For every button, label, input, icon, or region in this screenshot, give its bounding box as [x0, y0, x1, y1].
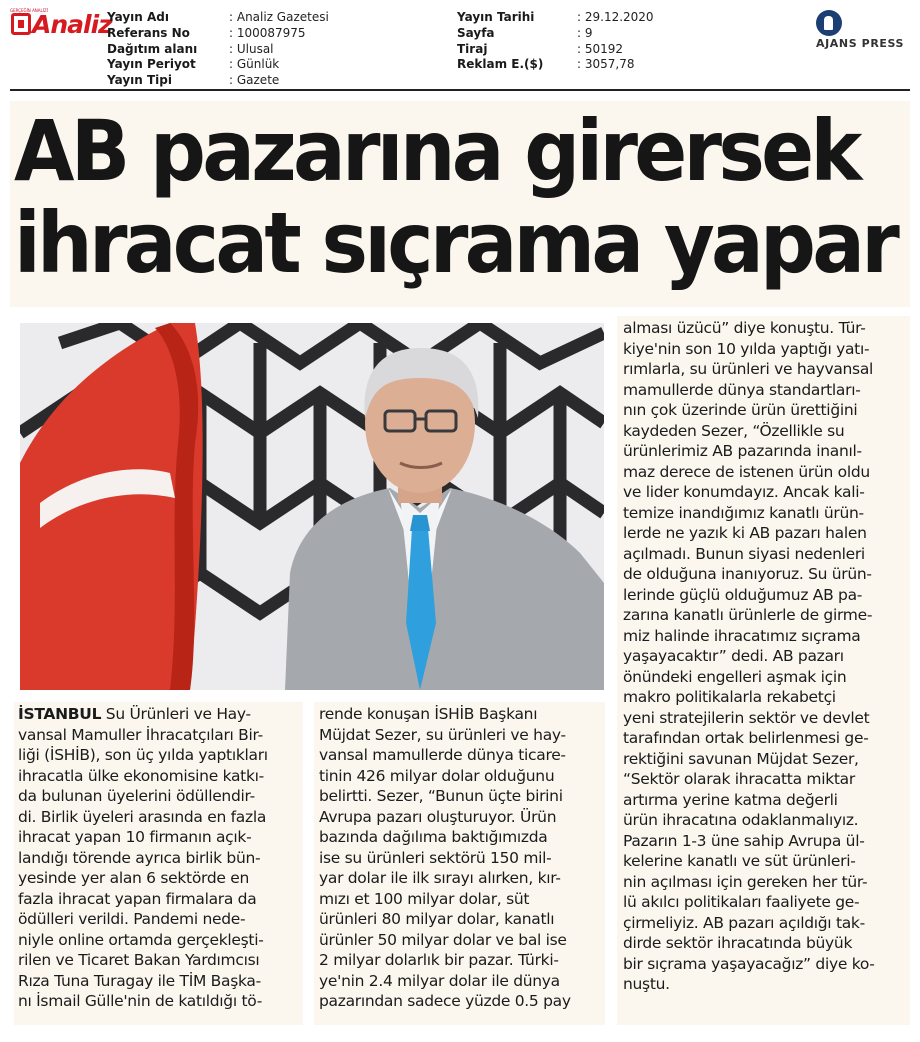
dateline: İSTANBUL	[18, 705, 102, 723]
article-photo	[20, 323, 604, 690]
article-line: yaşayacaktır” dedi. AB pazarı	[623, 647, 844, 665]
article-line: da bulunan üyelerini ödüllendir-	[18, 787, 255, 805]
article-line: mızı et 100 milyar dolar, süt	[319, 889, 530, 908]
article-line: mamullerde dünya standartları-	[623, 380, 861, 399]
meta-label: Yayın Tipi	[107, 73, 172, 88]
article-line: rilen ve Ticaret Bakan Yardımcısı	[18, 951, 260, 969]
article-line: Müjdat Sezer, su ürünleri ve hay-	[319, 725, 566, 744]
article-line: alması üzücü” diye konuştu. Tür-	[623, 319, 866, 337]
portrait-photo-illustration	[20, 323, 604, 690]
article-line: bazında dağılıma baktığımızda	[319, 828, 548, 846]
article-line-text: Su Ürünleri ve Hay-	[101, 705, 251, 723]
article-line: niyle online ortamda gerçekleşti-	[18, 930, 264, 949]
meta-value: : 50192	[577, 41, 624, 56]
article-column-3	[623, 318, 909, 995]
article-line: önündeki engelleri aşmak için	[623, 667, 847, 686]
meta-row	[107, 42, 329, 58]
article-line: ürünler 50 milyar dolar ve bal ise	[319, 930, 567, 949]
article-line: ihracatla ülke ekonomisine katkı-	[18, 766, 264, 785]
article-line: rende konuşan İSHİB Başkanı	[319, 705, 538, 723]
article-line: di. Birlik üyeleri arasında en fazla	[18, 807, 267, 826]
article-line: çirmeliyiz. AB pazarı açıldığı tak-	[623, 913, 865, 932]
article-line: makro politikalarla rekabetçi	[623, 688, 836, 706]
meta-label: Referans No	[107, 25, 190, 40]
article-line: tinin 426 milyar dolar olduğunu	[319, 766, 555, 785]
meta-value: : Gazete	[229, 73, 280, 88]
article-line: vansal Mamuller İhracatçıları Bir-	[18, 725, 263, 744]
meta-label: Yayın Periyot	[107, 57, 196, 72]
meta-value: : Analiz Gazetesi	[229, 10, 329, 24]
meta-row	[107, 10, 329, 26]
article-line: “Sektör olarak ihracatta miktar	[623, 770, 855, 788]
logo-text: Analiz	[32, 10, 112, 39]
article-line: tarafından ortak belirlenmesi ge-	[623, 729, 869, 747]
publication-meta-left	[107, 10, 329, 89]
publication-meta-right	[457, 10, 654, 73]
article-line: rektiğini savunan Müjdat Sezer,	[623, 749, 859, 768]
meta-row	[457, 42, 654, 58]
meta-row	[457, 26, 654, 42]
article-line: miz halinde ihracatımız sıçrama	[623, 626, 861, 645]
meta-label: Sayfa	[457, 25, 495, 40]
article-line: dirde sektör ihracatında büyük	[623, 934, 853, 952]
article-line: landığı törende ayrıca birlik bün-	[18, 848, 261, 867]
article-line: nuştu.	[623, 975, 670, 993]
article-line: kelerine kanatlı ve süt ürünleri-	[623, 852, 856, 870]
article-line: lerde ne yazık ki AB pazarı halen	[623, 524, 867, 542]
article-line: lerinde güçlü olduğumuz AB pa-	[623, 585, 863, 604]
article-line: temize inandığımız kanatlı ürün-	[623, 503, 864, 522]
article-line: ihracat yapan 10 firmanın açık-	[18, 828, 252, 846]
article-line: ürünlerimiz AB pazarında inanıl-	[623, 442, 862, 460]
article-line: yesinde yer alan 6 sektörde en	[18, 869, 249, 887]
meta-row	[457, 57, 654, 73]
article-line	[18, 704, 302, 725]
article-line: nın çok üzerinde ürün ürettiğini	[623, 401, 858, 419]
meta-label: Reklam E.($)	[457, 57, 544, 72]
article-line: açılmadı. Bunun siyasi nedenleri	[623, 544, 865, 563]
meta-label: Yayın Tarihi	[457, 10, 535, 24]
article-line: yar dolar ile ilk sırayı alırken, kır-	[319, 869, 561, 887]
article-column-2	[319, 704, 603, 1012]
article-line: kiye'nin son 10 yılda yaptığı yatı-	[623, 339, 870, 358]
article-line: nı İsmail Gülle'nin de katıldığı tö-	[18, 992, 263, 1010]
article-line: Avrupa pazarı oluşturuyor. Ürün	[319, 807, 557, 826]
article-line: artırma yerine katma değerli	[623, 790, 838, 809]
agency-logo	[814, 10, 910, 50]
logo-tagline: GERÇEĞİN ANALİZİ	[10, 8, 48, 13]
article-line: Rıza Tuna Turagay ile TİM Başka-	[18, 971, 261, 990]
meta-row	[107, 57, 329, 73]
article-line: nin açılması için gereken her tür-	[623, 872, 868, 891]
article-line: de olduğuna inanıyoruz. Su ürün-	[623, 565, 872, 583]
meta-row	[107, 73, 329, 89]
meta-value: : Ulusal	[229, 41, 274, 56]
headline-line-2: ihracat sıçrama yapar	[14, 194, 897, 292]
article-column-1	[18, 704, 302, 1012]
article-line: ve lider konumdayız. Ancak kali-	[623, 483, 865, 501]
article-line: yeni stratejilerin sektör ve devlet	[623, 708, 870, 727]
article-line: vansal mamullerde dünya ticare-	[319, 746, 566, 764]
meta-row	[107, 26, 329, 42]
meta-value: : 100087975	[229, 25, 306, 40]
article-line: 2 milyar dolarlık bir pazar. Türki-	[319, 951, 559, 969]
logo-mark-icon	[11, 13, 31, 35]
article-line: liği (İSHİB), son üç yılda yaptıkları	[18, 746, 268, 764]
article-line: rımlarla, su ürünleri ve hayvansal	[623, 360, 874, 378]
meta-row	[457, 10, 654, 26]
agency-mark-icon	[816, 10, 842, 36]
article-line: ürün ihracatına odaklanmalıyız.	[623, 811, 859, 829]
meta-label: Dağıtım alanı	[107, 41, 198, 56]
meta-value: : 29.12.2020	[577, 10, 654, 24]
article-line: bir sıçrama yaşayacağız” diye ko-	[623, 954, 875, 973]
article-line: belirtti. Sezer, “Bunun üçte birini	[319, 787, 563, 805]
meta-label: Tiraj	[457, 41, 488, 56]
clipping-header	[0, 0, 920, 90]
article-line: ise su ürünleri sektörü 150 mil-	[319, 848, 552, 867]
meta-value: : Günlük	[229, 57, 280, 72]
article-line: Pazarın 1-3 üne sahip Avrupa ül-	[623, 831, 865, 850]
headline-line-1: AB pazarına girersek	[14, 102, 859, 200]
article-line: kaydeden Sezer, “Özellikle su	[623, 421, 845, 440]
header-divider	[10, 89, 910, 91]
article-line: maz derece de istenen ürün oldu	[623, 462, 870, 481]
article-line: ye'nin 2.4 milyar dolar ile dünya	[319, 971, 560, 990]
article-line: fazla ihracat yapan firmalara da	[18, 889, 257, 908]
article-line: ürünleri 80 milyar dolar, kanatlı	[319, 910, 555, 928]
meta-value: : 3057,78	[577, 57, 635, 72]
article-line: ödülleri verildi. Pandemi nede-	[18, 910, 246, 928]
newspaper-logo	[10, 8, 112, 42]
article-line: lü akılcı politikaları faaliyete ge-	[623, 893, 860, 911]
article-headline	[14, 102, 897, 292]
meta-value: : 9	[577, 25, 593, 40]
agency-name: AJANS PRESS	[816, 37, 905, 50]
meta-label: Yayın Adı	[107, 10, 169, 24]
article-line: pazarından sadece yüzde 0.5 pay	[319, 992, 571, 1010]
article-line: zarına kanatlı ürünlerle de girme-	[623, 606, 873, 624]
